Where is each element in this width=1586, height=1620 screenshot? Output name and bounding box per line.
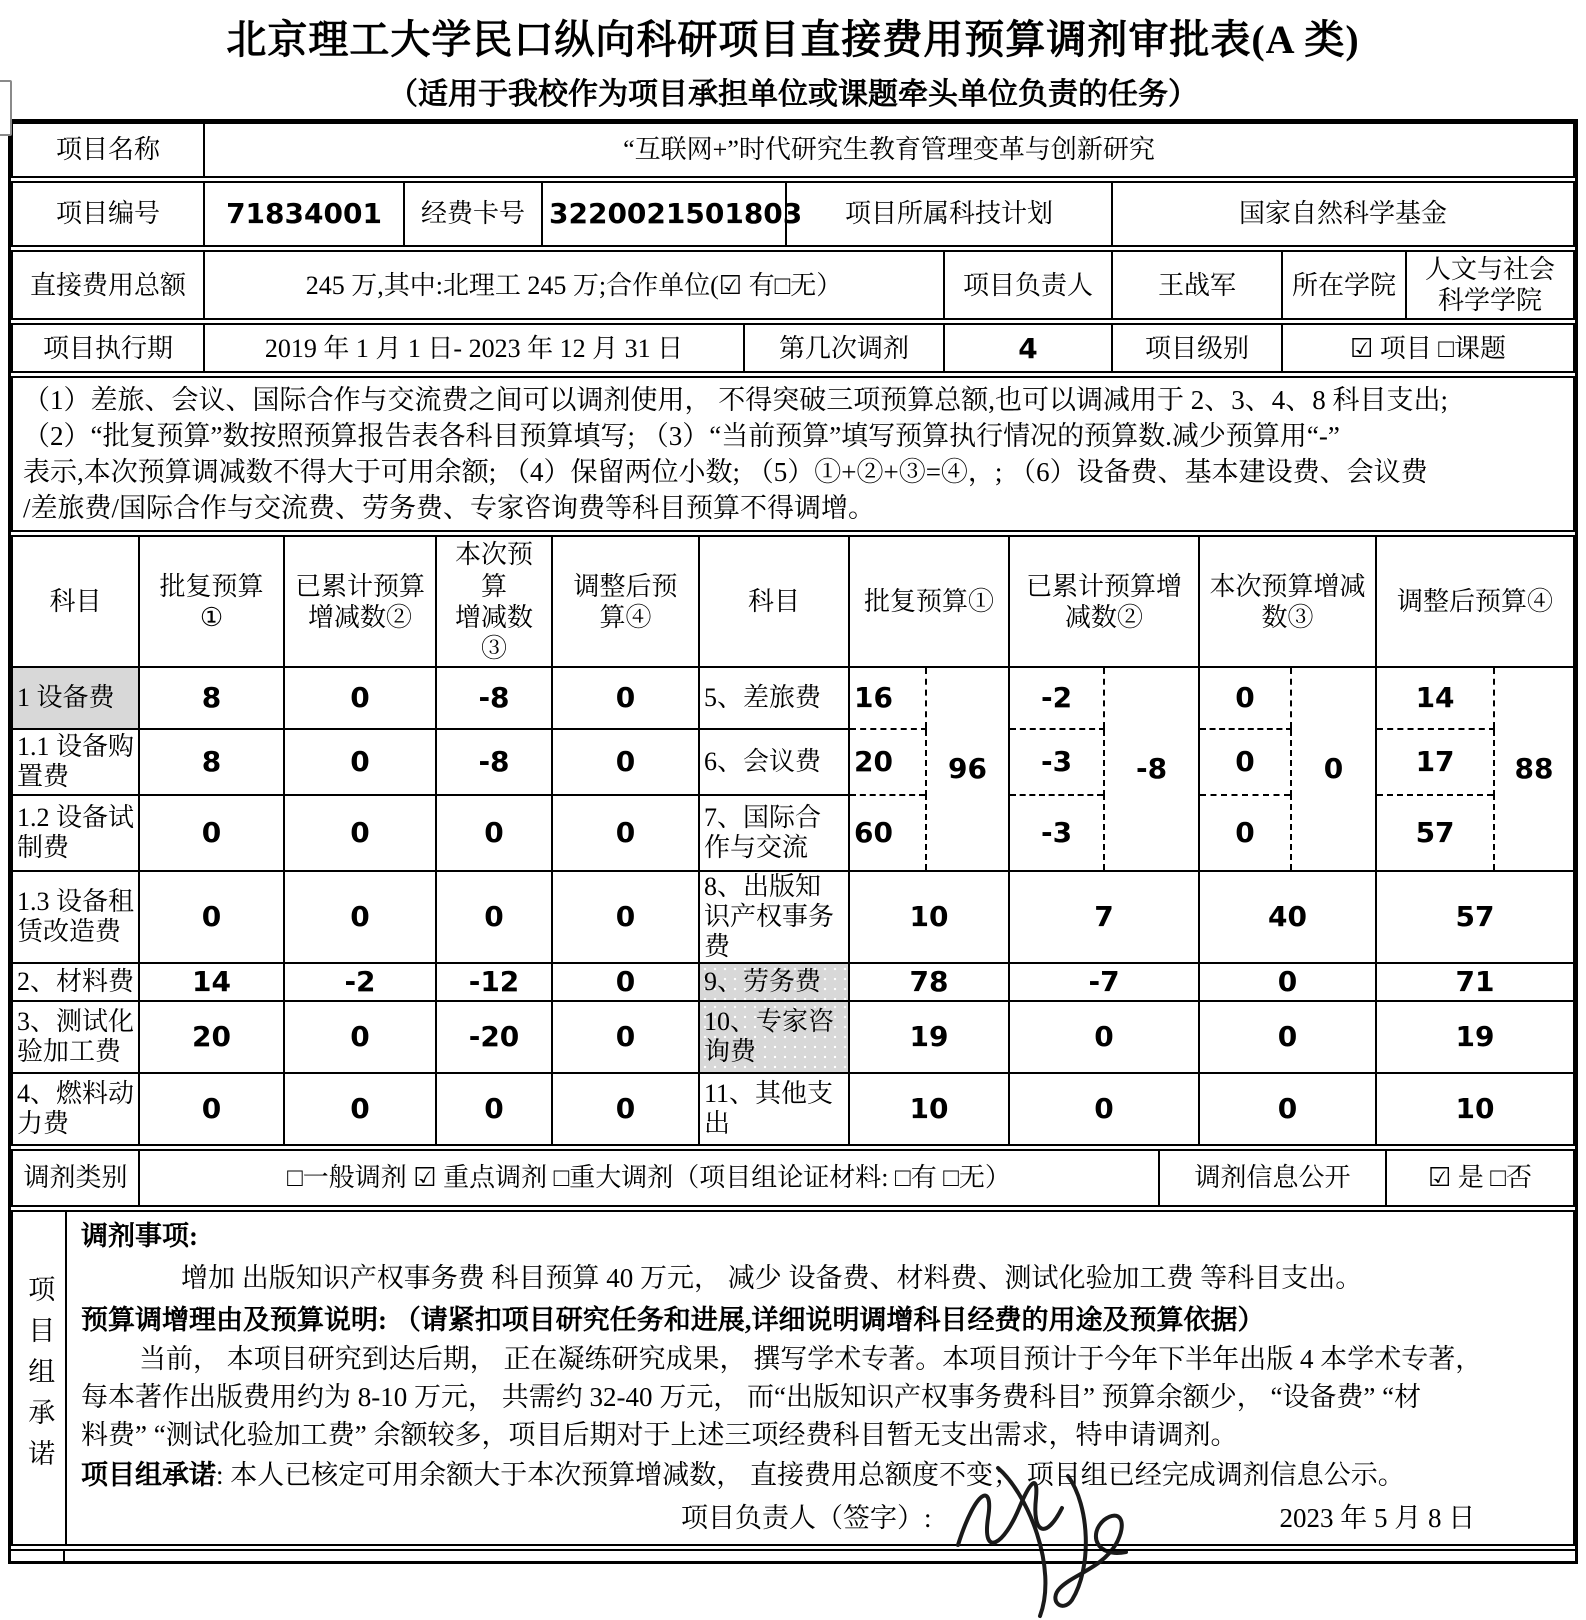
budget-subject-cell: 6、会议费 [699,729,849,795]
college-label: 所在学院 [1282,251,1406,319]
fund-card-value: 3220021501803 [542,182,786,246]
pi-value: 王战军 [1112,251,1282,319]
budget-value-cell: 0 [284,871,436,963]
budget-value-cell: 19 [849,1001,1009,1073]
fund-card-label: 经费卡号 [404,182,542,246]
budget-value-cell: -8 [436,667,552,729]
budget-value-cell: 8 [139,729,284,795]
budget-value-cell: -7 [1009,963,1199,1001]
commitment-section [11,1210,1575,1546]
signature-date: 2023 年 5 月 8 日 [1279,1502,1476,1533]
budget-row [12,667,1574,729]
budget-value-cell: 0 [552,795,699,871]
budget-merged-total-cell: 0 [1291,667,1376,871]
promise-line [81,1454,1559,1496]
document-page [0,8,1586,1533]
project-name-label: 项目名称 [12,123,204,177]
budget-value-cell: 0 [1199,963,1376,1001]
budget-value-cell: 0 [1199,729,1291,795]
budget-value-cell: 0 [552,667,699,729]
window-edge-artifact [0,80,12,136]
commitment-side-label: 项目组承诺 [12,1211,66,1545]
budget-value-cell: -2 [284,963,436,1001]
college-value: 人文与社会科学学院 [1406,251,1574,319]
budget-value-cell: 10 [1376,1073,1574,1145]
budget-value-cell: 0 [552,729,699,795]
budget-subject-cell: 1.1 设备购置费 [12,729,139,795]
budget-value-cell: 0 [284,795,436,871]
budget-value-cell: 0 [284,667,436,729]
project-level-label: 项目级别 [1112,324,1282,372]
budget-value-cell: 0 [552,1073,699,1145]
budget-value-cell: -3 [1009,795,1104,871]
budget-value-cell: 10 [849,1073,1009,1145]
budget-value-cell: 57 [1376,871,1574,963]
budget-header-cell: 已累计预算增 减数② [1009,536,1199,667]
budget-value-cell: 0 [139,871,284,963]
budget-value-cell: 0 [139,795,284,871]
budget-value-cell: 0 [1199,1073,1376,1145]
budget-value-cell: 19 [1376,1001,1574,1073]
budget-value-cell: 0 [284,1073,436,1145]
budget-header-cell: 调整后预 算④ [552,536,699,667]
budget-value-cell: 0 [552,1001,699,1073]
budget-subject-cell: 7、国际合作与交流 [699,795,849,871]
budget-table [11,535,1575,1145]
next-section-stub [11,1549,1575,1561]
budget-value-cell: 10 [849,871,1009,963]
budget-value-cell: 0 [139,1073,284,1145]
budget-value-cell: 0 [436,795,552,871]
budget-subject-cell: 1.2 设备试制费 [12,795,139,871]
adjust-times-label: 第几次调剂 [744,324,944,372]
handwritten-signature [940,1450,1150,1620]
project-number-row [11,181,1575,247]
budget-header-row [12,536,1574,667]
budget-value-cell: -12 [436,963,552,1001]
form-title: 北京理工大学民口纵向科研项目直接费用预算调剂审批表(A 类) [226,17,1360,62]
direct-cost-label: 直接费用总额 [12,251,204,319]
budget-subject-cell: 3、测试化验加工费 [12,1001,139,1073]
budget-value-cell: 0 [436,1073,552,1145]
budget-value-cell: -8 [436,729,552,795]
promise-text: : 本人已核定可用余额大于本次预算增减数， 直接费用总额度不变； 项目组已经完成调剂信息公示。 [216,1459,1405,1490]
budget-value-cell: 40 [1199,871,1376,963]
budget-value-cell: 14 [1376,667,1494,729]
budget-subject-cell: 1 设备费 [12,667,139,729]
budget-subject-cell: 9、劳务费 [699,963,849,1001]
approval-form [8,119,1578,1564]
budget-subject-cell: 8、出版知识产权事务费 [699,871,849,963]
budget-subject-cell: 2、材料费 [12,963,139,1001]
budget-header-cell: 批复预算 ① [139,536,284,667]
budget-subject-cell: 11、其他支出 [699,1073,849,1145]
program-value: 国家自然科学基金 [1112,182,1574,246]
budget-header-cell: 已累计预算 增减数② [284,536,436,667]
budget-value-cell: 8 [139,667,284,729]
project-name-value: “互联网+”时代研究生教育管理变革与创新研究 [204,123,1574,177]
budget-header-cell: 本次预算 增减数③ [436,536,552,667]
program-label: 项目所属科技计划 [786,182,1112,246]
budget-row [12,1001,1574,1073]
budget-value-cell: 57 [1376,795,1494,871]
signature-label: 项目负责人（签字）: [681,1502,932,1533]
budget-merged-total-cell: -8 [1104,667,1199,871]
budget-subject-cell: 4、燃料动力费 [12,1073,139,1145]
budget-row [12,1073,1574,1145]
budget-value-cell: 7 [1009,871,1199,963]
budget-value-cell: 0 [552,871,699,963]
budget-value-cell: 0 [552,963,699,1001]
info-public-checkboxes: ☑ 是 □否 [1386,1150,1574,1206]
budget-subject-cell: 1.3 设备租赁改造费 [12,871,139,963]
budget-merged-total-cell: 88 [1494,667,1574,871]
budget-value-cell: 20 [139,1001,284,1073]
budget-value-cell: 16 [849,667,926,729]
adjust-times-value: 4 [944,324,1112,372]
budget-row [12,871,1574,963]
project-name-row [11,122,1575,178]
budget-value-cell: 0 [284,729,436,795]
info-public-label: 调剂信息公开 [1159,1150,1386,1206]
budget-value-cell: 14 [139,963,284,1001]
budget-subject-cell: 10、专家咨询费 [699,1001,849,1073]
budget-value-cell: 60 [849,795,926,871]
adjust-item-label: 调剂事项: [81,1220,198,1251]
budget-header-cell: 科目 [699,536,849,667]
signature-row [81,1496,1559,1540]
budget-value-cell: -3 [1009,729,1104,795]
pi-label: 项目负责人 [944,251,1112,319]
commitment-content [66,1211,1574,1545]
budget-value-cell: 0 [1199,795,1291,871]
budget-header-cell: 调整后预算④ [1376,536,1574,667]
budget-merged-total-cell: 96 [926,667,1009,871]
budget-row [12,963,1574,1001]
promise-label: 项目组承诺 [81,1459,216,1490]
period-value: 2019 年 1 月 1 日- 2023 年 12 月 31 日 [204,324,744,372]
budget-value-cell: -20 [436,1001,552,1073]
budget-value-cell: 71 [1376,963,1574,1001]
project-period-row [11,323,1575,373]
period-label: 项目执行期 [12,324,204,372]
budget-header-cell: 本次预算增减 数③ [1199,536,1376,667]
budget-value-cell: 78 [849,963,1009,1001]
form-subtitle: （适用于我校作为项目承担单位或课题牵头单位负责的任务） [388,78,1198,111]
project-number-value: 71834001 [204,182,404,246]
budget-value-cell: -2 [1009,667,1104,729]
budget-subject-cell: 5、差旅费 [699,667,849,729]
form-notes: （1）差旅、会议、国际合作与交流费之间可以调剂使用， 不得突破三项预算总额,也可以调减用于 2、3、4、8 科目支出; （2）“批复预算”数按照预算报告表各科目预算填写; （3）“当前预算”填写预算执行情况的预算数.减少预算用“-” 表示,本次预算调减数不得大于可用余额; （4）保留两位小数; （5）①+②+③=④，; （6）设备费、基本建设费、会议费 /差旅费/国际合作与交流费、劳务费、专家咨询费等科目预算不得调增。 [11,376,1575,532]
direct-cost-row [11,250,1575,320]
budget-value-cell: 0 [284,1001,436,1073]
project-number-label: 项目编号 [12,182,204,246]
budget-value-cell: 0 [1009,1073,1199,1145]
budget-value-cell: 0 [436,871,552,963]
budget-header-cell: 批复预算① [849,536,1009,667]
direct-cost-value: 245 万,其中:北理工 245 万;合作单位(☑ 有□无） [204,251,944,319]
budget-value-cell: 0 [1199,1001,1376,1073]
reason-label: 预算调增理由及预算说明: （请紧扣项目研究任务和进展,详细说明调增科目经费的用途及预算依据） [81,1304,1265,1335]
project-level-checkboxes: ☑ 项目 □课题 [1282,324,1574,372]
budget-value-cell: 0 [1009,1001,1199,1073]
stub-divider [63,1551,65,1561]
reason-text: 当前， 本项目研究到达后期， 正在凝练研究成果， 撰写学术专著。本项目预计于今年下半年出版 4 本学术专著， 每本著作出版费用约为 8-10 万元， 共需约 32-40 万元， 而“出版知识产权事务费科目” 预算余额少， “设备费” “材 料费” “测试化验加工费” 余额较多，项目后期对于上述三项经费科目暂无支出需求，特申请调剂。 [81,1343,1483,1450]
adjust-category-checkboxes: □一般调剂 ☑ 重点调剂 □重大调剂（项目组论证材料: □有 □无） [139,1150,1159,1206]
budget-value-cell: 0 [1199,667,1291,729]
budget-header-cell: 科目 [12,536,139,667]
adjust-item-text: 增加 出版知识产权事务费 科目预算 40 万元， 减少 设备费、材料费、测试化验加工费 等科目支出。 [181,1262,1363,1293]
adjust-category-label: 调剂类别 [12,1150,139,1206]
budget-value-cell: 17 [1376,729,1494,795]
adjust-category-row [11,1149,1575,1207]
budget-value-cell: 20 [849,729,926,795]
